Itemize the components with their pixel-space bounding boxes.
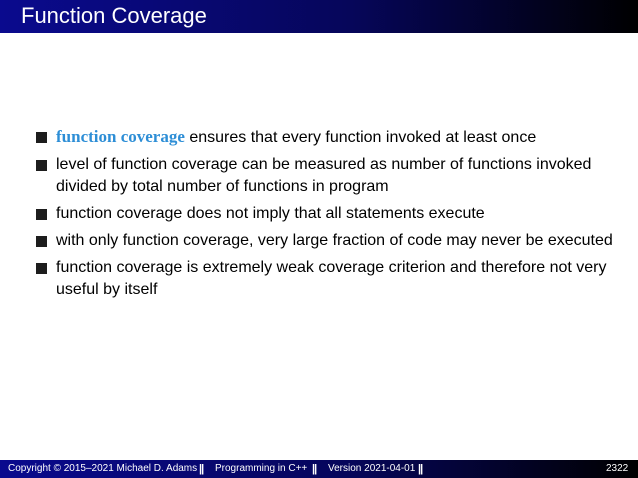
slide-title: Function Coverage [21, 3, 207, 28]
square-bullet-icon [36, 236, 47, 247]
footer-copyright: Copyright © 2015–2021 Michael D. Adams [8, 463, 198, 474]
title-bar [0, 0, 638, 33]
footer-version: Version 2021-04-01 [328, 463, 416, 474]
bullet-item [36, 203, 626, 225]
bullet-item [36, 257, 626, 301]
footer-page-number: 2322 [606, 463, 629, 474]
square-bullet-icon [36, 209, 47, 220]
footer-separator: || [199, 463, 204, 475]
square-bullet-icon [36, 132, 47, 143]
square-bullet-icon [36, 263, 47, 274]
bullet-item [36, 154, 626, 198]
bullet-text: level of function coverage can be measured as number of functions invoked divided by total number of functions in program [56, 156, 592, 195]
bullet-item [36, 126, 626, 149]
bullet-text: with only function coverage, very large fraction of code may never be executed [56, 232, 613, 249]
footer-course: Programming in C++ [215, 463, 308, 474]
bullet-text: ensures that every function invoked at least once [184, 129, 537, 146]
footer-separator: || [418, 463, 423, 475]
footer-bar [0, 460, 638, 478]
bullet-item [36, 230, 626, 252]
bullet-term: function coverage [56, 127, 185, 146]
square-bullet-icon [36, 160, 47, 171]
bullet-text: function coverage is extremely weak coverage criterion and therefore not very useful by itself [56, 259, 607, 298]
footer-separator: || [312, 463, 317, 475]
bullet-list [36, 126, 626, 306]
bullet-text: function coverage does not imply that all statements execute [56, 205, 485, 222]
